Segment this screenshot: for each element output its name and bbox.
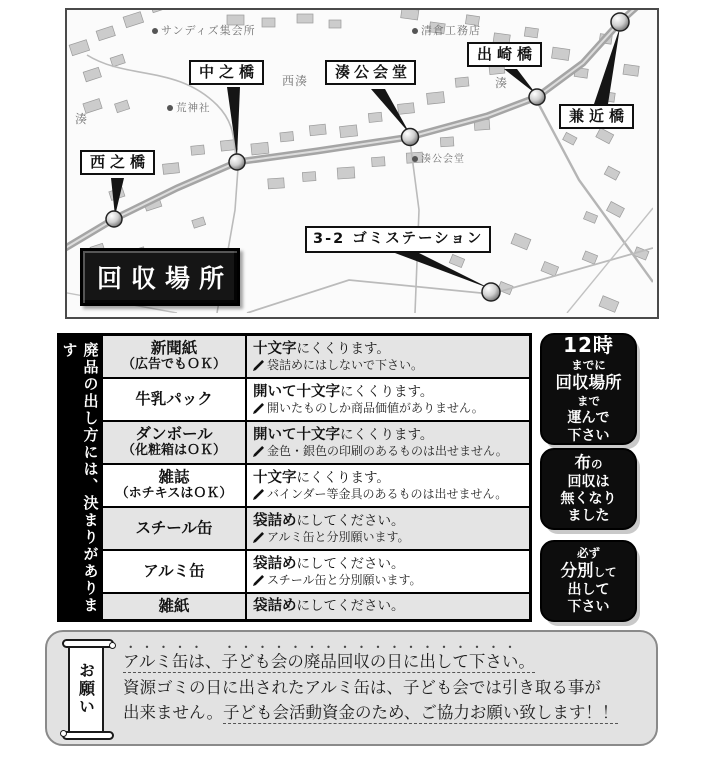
item-name: スチール缶 (103, 508, 247, 549)
table-row-steel-can (103, 508, 529, 551)
poi-dot-icon (412, 156, 418, 162)
scroll-knob (60, 730, 67, 737)
marker-dezaki-bashi (529, 89, 545, 105)
table-row-newspaper (103, 336, 529, 379)
item-name: アルミ缶 (103, 551, 247, 592)
scroll-label: お願い (76, 662, 96, 716)
marker-gomi-station (482, 283, 500, 301)
side-note-deadline: 12時 までに 回収場所 まで 運んで 下さい (540, 333, 637, 445)
item-name: 新聞紙 （広告でもＯＫ） (103, 336, 247, 377)
marker-kanechika-bashi (611, 13, 629, 31)
map-callout-kanechika-bashi: 兼近橋 (559, 104, 634, 129)
place-sandys-hall: サンディズ集会所 (152, 22, 256, 38)
marker-nishino-bashi (106, 211, 122, 227)
map-callout-dezaki-bashi: 出崎橋 (467, 42, 542, 67)
place-koujinja: 荒神社 (167, 100, 211, 115)
place-nishiminato: 西湊 (282, 74, 309, 88)
poi-dot-icon (152, 28, 158, 34)
marker-minato-hall (402, 129, 419, 146)
item-rule: 袋詰めにしてください。 (253, 598, 405, 615)
map-callout-nakano-bashi: 中之橋 (189, 60, 264, 85)
rules-table (57, 333, 532, 622)
rules-grid (101, 336, 529, 619)
table-row-milk-carton (103, 379, 529, 422)
marker-nakano-bashi (229, 154, 245, 170)
scroll-icon (64, 639, 110, 740)
item-name: 雑誌 （ホチキスはＯＫ） (103, 465, 247, 506)
poi-dot-icon (412, 28, 418, 34)
side-note-separate: 必ず 分別して 出して 下さい (540, 540, 637, 622)
place-minato-left: 湊 (75, 112, 89, 126)
pen-icon (253, 360, 264, 371)
request-text: アルミ缶は、子ども会の廃品回収の日に出して下さい。 資源ゴミの日に出されたアルミ缶は、子ども会では引き取る事が 出来ません。子ども会活動資金のため、ご協力お願い致します！！ (123, 652, 619, 723)
item-name: 牛乳パック (103, 379, 247, 420)
pen-icon (253, 403, 264, 414)
item-rule: 開いて十文字にくくります。 開いたものしか商品価値がありません。 (253, 383, 484, 416)
map-callout-minato-hall: 湊公会堂 (325, 60, 416, 85)
item-rule: 開いて十文字にくくります。 金色・銀色の印刷のあるものは出せません。 (253, 426, 508, 459)
map-title: 回収場所 (80, 248, 240, 306)
request-panel (45, 630, 658, 746)
item-name: 雑紙 (103, 594, 247, 619)
item-rule: 十文字にくくります。 袋詰めにはしないで下さい。 (253, 340, 424, 373)
scroll-knob (109, 642, 116, 649)
pen-icon (253, 489, 264, 500)
item-name: ダンボール （化粧箱はＯＫ） (103, 422, 247, 463)
item-rule: 十文字にくくります。 バインダー等金具のあるものは出せません。 (253, 469, 508, 502)
item-rule: 袋詰めにしてください。 アルミ缶と分別願います。 (253, 512, 410, 545)
table-row-cardboard (103, 422, 529, 465)
table-row-magazine (103, 465, 529, 508)
table-row-aluminum-can (103, 551, 529, 594)
pen-icon (253, 575, 264, 586)
poi-dot-icon (167, 105, 173, 111)
rules-sidebar: 廃品の出し方には、決まりがあります (60, 336, 101, 619)
place-minato-hall-small: 湊公会堂 (412, 150, 465, 165)
pen-icon (253, 446, 264, 457)
place-minato-right: 湊 (495, 76, 509, 90)
map-callout-nishino-bashi: 西之橋 (80, 150, 155, 175)
map-callout-gomi-station: 3-2 ゴミステーション (305, 226, 491, 253)
side-note-cloth: 布の 回収は 無くなり ました (540, 448, 637, 530)
collection-map (65, 8, 659, 319)
pen-icon (253, 532, 264, 543)
table-row-misc-paper (103, 594, 529, 619)
place-koumuten: 清倉工務店 (412, 22, 481, 38)
item-rule: 袋詰めにしてください。 スチール缶と分別願います。 (253, 555, 422, 588)
